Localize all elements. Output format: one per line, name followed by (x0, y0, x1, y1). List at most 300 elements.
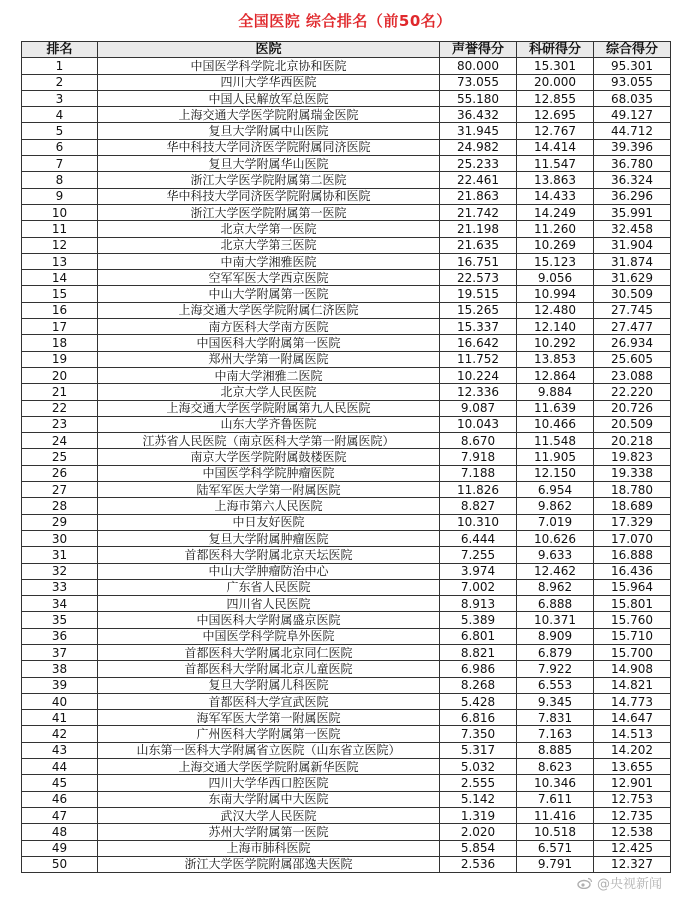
research-score-cell: 9.791 (517, 856, 594, 872)
research-score-cell: 6.571 (517, 840, 594, 856)
research-score-cell: 10.292 (517, 335, 594, 351)
table-row (22, 514, 671, 530)
research-score-cell: 8.885 (517, 742, 594, 758)
table-row (22, 563, 671, 579)
total-score-cell: 27.745 (594, 302, 671, 318)
hospital-cell: 中国人民解放军总医院 (98, 90, 440, 106)
table-row (22, 188, 671, 204)
hospital-cell: 中国医学科学院北京协和医院 (98, 58, 440, 74)
reputation-score-cell: 5.142 (440, 791, 517, 807)
reputation-score-cell: 9.087 (440, 400, 517, 416)
table-row (22, 400, 671, 416)
reputation-score-cell: 7.188 (440, 465, 517, 481)
table-row (22, 286, 671, 302)
reputation-score-cell: 16.642 (440, 335, 517, 351)
rank-cell: 19 (22, 351, 98, 367)
total-score-cell: 93.055 (594, 74, 671, 90)
total-score-cell: 16.888 (594, 547, 671, 563)
research-score-cell: 8.909 (517, 628, 594, 644)
table-row (22, 775, 671, 791)
table-row (22, 710, 671, 726)
total-score-cell: 31.904 (594, 237, 671, 253)
total-score-cell: 17.329 (594, 514, 671, 530)
reputation-score-cell: 11.752 (440, 351, 517, 367)
research-score-cell: 12.864 (517, 367, 594, 383)
hospital-cell: 山东第一医科大学附属省立医院（山东省立医院） (98, 742, 440, 758)
research-score-cell: 12.480 (517, 302, 594, 318)
reputation-score-cell: 6.986 (440, 661, 517, 677)
total-score-cell: 19.823 (594, 449, 671, 465)
rank-cell: 16 (22, 302, 98, 318)
total-score-cell: 20.218 (594, 433, 671, 449)
rank-cell: 7 (22, 156, 98, 172)
reputation-score-cell: 8.821 (440, 644, 517, 660)
hospital-cell: 广东省人民医院 (98, 579, 440, 595)
rank-cell: 15 (22, 286, 98, 302)
hospital-cell: 中国医学科学院肿瘤医院 (98, 465, 440, 481)
total-score-cell: 20.509 (594, 416, 671, 432)
total-score-cell: 95.301 (594, 58, 671, 74)
rank-cell: 10 (22, 204, 98, 220)
hospital-cell: 浙江大学医学院附属邵逸夫医院 (98, 856, 440, 872)
reputation-score-cell: 25.233 (440, 156, 517, 172)
reputation-score-cell: 5.428 (440, 693, 517, 709)
table-header-row (22, 42, 671, 58)
table-row (22, 482, 671, 498)
table-row (22, 498, 671, 514)
reputation-score-cell: 8.827 (440, 498, 517, 514)
table-row (22, 824, 671, 840)
reputation-score-cell: 6.816 (440, 710, 517, 726)
rank-cell: 31 (22, 547, 98, 563)
table-row (22, 726, 671, 742)
reputation-score-cell: 21.198 (440, 221, 517, 237)
total-score-cell: 32.458 (594, 221, 671, 237)
reputation-score-cell: 36.432 (440, 107, 517, 123)
total-score-cell: 12.735 (594, 807, 671, 823)
table-row (22, 840, 671, 856)
reputation-score-cell: 7.918 (440, 449, 517, 465)
total-score-cell: 19.338 (594, 465, 671, 481)
reputation-score-cell: 7.002 (440, 579, 517, 595)
research-score-cell: 7.611 (517, 791, 594, 807)
research-score-cell: 11.260 (517, 221, 594, 237)
table-row (22, 351, 671, 367)
table-row (22, 319, 671, 335)
research-score-cell: 11.547 (517, 156, 594, 172)
rank-cell: 13 (22, 253, 98, 269)
total-score-cell: 16.436 (594, 563, 671, 579)
research-score-cell: 6.879 (517, 644, 594, 660)
hospital-cell: 四川省人民医院 (98, 596, 440, 612)
total-score-cell: 14.773 (594, 693, 671, 709)
total-score-cell: 14.647 (594, 710, 671, 726)
table-row (22, 856, 671, 872)
hospital-cell: 首都医科大学附属北京儿童医院 (98, 661, 440, 677)
rank-cell: 24 (22, 433, 98, 449)
reputation-score-cell: 6.801 (440, 628, 517, 644)
hospital-cell: 北京大学人民医院 (98, 384, 440, 400)
table-row (22, 644, 671, 660)
table-row (22, 465, 671, 481)
rank-cell: 29 (22, 514, 98, 530)
research-score-cell: 12.695 (517, 107, 594, 123)
reputation-score-cell: 24.982 (440, 139, 517, 155)
table-row (22, 139, 671, 155)
hospital-cell: 中日友好医院 (98, 514, 440, 530)
table-row (22, 612, 671, 628)
table-row (22, 221, 671, 237)
reputation-score-cell: 2.555 (440, 775, 517, 791)
table-row (22, 677, 671, 693)
research-score-cell: 12.767 (517, 123, 594, 139)
hospital-cell: 首都医科大学宣武医院 (98, 693, 440, 709)
hospital-cell: 中山大学肿瘤防治中心 (98, 563, 440, 579)
research-score-cell: 7.163 (517, 726, 594, 742)
reputation-score-cell: 31.945 (440, 123, 517, 139)
table-row (22, 807, 671, 823)
total-score-cell: 26.934 (594, 335, 671, 351)
total-score-cell: 12.425 (594, 840, 671, 856)
hospital-cell: 广州医科大学附属第一医院 (98, 726, 440, 742)
hospital-cell: 中国医科大学附属第一医院 (98, 335, 440, 351)
hospital-cell: 上海市第六人民医院 (98, 498, 440, 514)
reputation-score-cell: 22.573 (440, 270, 517, 286)
rank-cell: 42 (22, 726, 98, 742)
hospital-cell: 北京大学第一医院 (98, 221, 440, 237)
table-row (22, 237, 671, 253)
hospital-cell: 华中科技大学同济医学院附属同济医院 (98, 139, 440, 155)
table-row (22, 253, 671, 269)
reputation-score-cell: 12.336 (440, 384, 517, 400)
reputation-score-cell: 55.180 (440, 90, 517, 106)
research-score-cell: 12.855 (517, 90, 594, 106)
rank-cell: 25 (22, 449, 98, 465)
rank-cell: 14 (22, 270, 98, 286)
hospital-cell: 空军军医大学西京医院 (98, 270, 440, 286)
hospital-cell: 中国医科大学附属盛京医院 (98, 612, 440, 628)
reputation-score-cell: 5.032 (440, 759, 517, 775)
reputation-score-cell: 16.751 (440, 253, 517, 269)
research-score-cell: 10.518 (517, 824, 594, 840)
table-row (22, 547, 671, 563)
rank-cell: 23 (22, 416, 98, 432)
table-row (22, 661, 671, 677)
rank-cell: 18 (22, 335, 98, 351)
hospital-cell: 上海交通大学医学院附属瑞金医院 (98, 107, 440, 123)
rank-cell: 36 (22, 628, 98, 644)
rank-cell: 44 (22, 759, 98, 775)
total-score-cell: 36.324 (594, 172, 671, 188)
total-score-cell: 14.821 (594, 677, 671, 693)
research-score-cell: 7.019 (517, 514, 594, 530)
total-score-cell: 31.629 (594, 270, 671, 286)
ranking-table (21, 41, 671, 873)
reputation-score-cell: 10.224 (440, 367, 517, 383)
research-score-cell: 9.633 (517, 547, 594, 563)
column-header-research-score: 科研得分 (517, 42, 594, 58)
reputation-score-cell: 80.000 (440, 58, 517, 74)
reputation-score-cell: 7.255 (440, 547, 517, 563)
hospital-cell: 首都医科大学附属北京天坛医院 (98, 547, 440, 563)
hospital-cell: 浙江大学医学院附属第二医院 (98, 172, 440, 188)
rank-cell: 26 (22, 465, 98, 481)
rank-cell: 34 (22, 596, 98, 612)
column-header-rank: 排名 (22, 42, 98, 58)
hospital-cell: 中国医学科学院阜外医院 (98, 628, 440, 644)
research-score-cell: 11.416 (517, 807, 594, 823)
total-score-cell: 12.327 (594, 856, 671, 872)
table-row (22, 270, 671, 286)
research-score-cell: 20.000 (517, 74, 594, 90)
hospital-cell: 海军军医大学第一附属医院 (98, 710, 440, 726)
rank-cell: 5 (22, 123, 98, 139)
research-score-cell: 8.623 (517, 759, 594, 775)
research-score-cell: 11.639 (517, 400, 594, 416)
hospital-cell: 四川大学华西医院 (98, 74, 440, 90)
reputation-score-cell: 21.635 (440, 237, 517, 253)
hospital-cell: 首都医科大学附属北京同仁医院 (98, 644, 440, 660)
total-score-cell: 68.035 (594, 90, 671, 106)
research-score-cell: 10.371 (517, 612, 594, 628)
total-score-cell: 15.964 (594, 579, 671, 595)
research-score-cell: 13.863 (517, 172, 594, 188)
hospital-cell: 江苏省人民医院（南京医科大学第一附属医院） (98, 433, 440, 449)
reputation-score-cell: 21.742 (440, 204, 517, 220)
table-row (22, 74, 671, 90)
rank-cell: 11 (22, 221, 98, 237)
rank-cell: 32 (22, 563, 98, 579)
research-score-cell: 9.056 (517, 270, 594, 286)
reputation-score-cell: 21.863 (440, 188, 517, 204)
rank-cell: 45 (22, 775, 98, 791)
hospital-cell: 华中科技大学同济医学院附属协和医院 (98, 188, 440, 204)
table-row (22, 302, 671, 318)
reputation-score-cell: 73.055 (440, 74, 517, 90)
reputation-score-cell: 15.337 (440, 319, 517, 335)
table-row (22, 156, 671, 172)
research-score-cell: 15.301 (517, 58, 594, 74)
table-row (22, 433, 671, 449)
total-score-cell: 20.726 (594, 400, 671, 416)
research-score-cell: 6.553 (517, 677, 594, 693)
reputation-score-cell: 1.319 (440, 807, 517, 823)
reputation-score-cell: 10.310 (440, 514, 517, 530)
hospital-cell: 浙江大学医学院附属第一医院 (98, 204, 440, 220)
total-score-cell: 14.513 (594, 726, 671, 742)
reputation-score-cell: 19.515 (440, 286, 517, 302)
hospital-cell: 中山大学附属第一医院 (98, 286, 440, 302)
reputation-score-cell: 5.317 (440, 742, 517, 758)
reputation-score-cell: 6.444 (440, 530, 517, 546)
rank-cell: 49 (22, 840, 98, 856)
reputation-score-cell: 5.389 (440, 612, 517, 628)
rank-cell: 20 (22, 367, 98, 383)
hospital-cell: 复旦大学附属儿科医院 (98, 677, 440, 693)
rank-cell: 28 (22, 498, 98, 514)
hospital-cell: 上海交通大学医学院附属第九人民医院 (98, 400, 440, 416)
table-row (22, 384, 671, 400)
rank-cell: 12 (22, 237, 98, 253)
hospital-cell: 北京大学第三医院 (98, 237, 440, 253)
research-score-cell: 13.853 (517, 351, 594, 367)
rank-cell: 40 (22, 693, 98, 709)
total-score-cell: 31.874 (594, 253, 671, 269)
research-score-cell: 6.954 (517, 482, 594, 498)
rank-cell: 46 (22, 791, 98, 807)
hospital-cell: 中南大学湘雅二医院 (98, 367, 440, 383)
hospital-cell: 陆军军医大学第一附属医院 (98, 482, 440, 498)
watermark-text: @央视新闻 (596, 877, 662, 892)
table-body (22, 58, 671, 873)
reputation-score-cell: 15.265 (440, 302, 517, 318)
table-row (22, 596, 671, 612)
total-score-cell: 12.901 (594, 775, 671, 791)
hospital-cell: 东南大学附属中大医院 (98, 791, 440, 807)
rank-cell: 30 (22, 530, 98, 546)
rank-cell: 2 (22, 74, 98, 90)
research-score-cell: 15.123 (517, 253, 594, 269)
table-row (22, 335, 671, 351)
table-row (22, 693, 671, 709)
total-score-cell: 35.991 (594, 204, 671, 220)
hospital-cell: 上海交通大学医学院附属仁济医院 (98, 302, 440, 318)
table-row (22, 58, 671, 74)
research-score-cell: 14.249 (517, 204, 594, 220)
column-header-reputation-score: 声誉得分 (440, 42, 517, 58)
column-header-hospital: 医院 (98, 42, 440, 58)
reputation-score-cell: 7.350 (440, 726, 517, 742)
total-score-cell: 22.220 (594, 384, 671, 400)
total-score-cell: 36.780 (594, 156, 671, 172)
rank-cell: 38 (22, 661, 98, 677)
research-score-cell: 12.150 (517, 465, 594, 481)
research-score-cell: 14.433 (517, 188, 594, 204)
rank-cell: 27 (22, 482, 98, 498)
reputation-score-cell: 3.974 (440, 563, 517, 579)
total-score-cell: 15.760 (594, 612, 671, 628)
research-score-cell: 10.626 (517, 530, 594, 546)
rank-cell: 6 (22, 139, 98, 155)
hospital-cell: 南方医科大学南方医院 (98, 319, 440, 335)
hospital-cell: 复旦大学附属华山医院 (98, 156, 440, 172)
table-row (22, 791, 671, 807)
total-score-cell: 14.908 (594, 661, 671, 677)
reputation-score-cell: 2.536 (440, 856, 517, 872)
hospital-cell: 上海交通大学医学院附属新华医院 (98, 759, 440, 775)
table-row (22, 416, 671, 432)
reputation-score-cell: 8.268 (440, 677, 517, 693)
total-score-cell: 23.088 (594, 367, 671, 383)
hospital-cell: 苏州大学附属第一医院 (98, 824, 440, 840)
research-score-cell: 9.884 (517, 384, 594, 400)
rank-cell: 9 (22, 188, 98, 204)
research-score-cell: 6.888 (517, 596, 594, 612)
rank-cell: 3 (22, 90, 98, 106)
hospital-cell: 复旦大学附属中山医院 (98, 123, 440, 139)
research-score-cell: 11.548 (517, 433, 594, 449)
watermark (577, 873, 662, 892)
rank-cell: 21 (22, 384, 98, 400)
research-score-cell: 7.922 (517, 661, 594, 677)
total-score-cell: 13.655 (594, 759, 671, 775)
hospital-cell: 上海市肺科医院 (98, 840, 440, 856)
table-row (22, 107, 671, 123)
weibo-icon (577, 877, 593, 889)
reputation-score-cell: 8.913 (440, 596, 517, 612)
rank-cell: 1 (22, 58, 98, 74)
rank-cell: 17 (22, 319, 98, 335)
research-score-cell: 10.994 (517, 286, 594, 302)
total-score-cell: 12.538 (594, 824, 671, 840)
total-score-cell: 27.477 (594, 319, 671, 335)
research-score-cell: 12.462 (517, 563, 594, 579)
hospital-cell: 中南大学湘雅医院 (98, 253, 440, 269)
total-score-cell: 14.202 (594, 742, 671, 758)
table-row (22, 172, 671, 188)
hospital-cell: 武汉大学人民医院 (98, 807, 440, 823)
rank-cell: 47 (22, 807, 98, 823)
total-score-cell: 18.780 (594, 482, 671, 498)
table-row (22, 759, 671, 775)
research-score-cell: 10.269 (517, 237, 594, 253)
reputation-score-cell: 8.670 (440, 433, 517, 449)
rank-cell: 33 (22, 579, 98, 595)
reputation-score-cell: 11.826 (440, 482, 517, 498)
rank-cell: 50 (22, 856, 98, 872)
total-score-cell: 15.710 (594, 628, 671, 644)
table-row (22, 367, 671, 383)
reputation-score-cell: 22.461 (440, 172, 517, 188)
rank-cell: 43 (22, 742, 98, 758)
page-title: 全国医院 综合排名（前50名） (238, 12, 452, 30)
table-row (22, 628, 671, 644)
research-score-cell: 14.414 (517, 139, 594, 155)
rank-cell: 39 (22, 677, 98, 693)
table-row (22, 742, 671, 758)
research-score-cell: 10.466 (517, 416, 594, 432)
research-score-cell: 9.862 (517, 498, 594, 514)
hospital-cell: 山东大学齐鲁医院 (98, 416, 440, 432)
total-score-cell: 30.509 (594, 286, 671, 302)
reputation-score-cell: 5.854 (440, 840, 517, 856)
rank-cell: 4 (22, 107, 98, 123)
hospital-cell: 郑州大学第一附属医院 (98, 351, 440, 367)
total-score-cell: 17.070 (594, 530, 671, 546)
total-score-cell: 39.396 (594, 139, 671, 155)
rank-cell: 41 (22, 710, 98, 726)
hospital-cell: 复旦大学附属肿瘤医院 (98, 530, 440, 546)
table-row (22, 530, 671, 546)
total-score-cell: 49.127 (594, 107, 671, 123)
reputation-score-cell: 10.043 (440, 416, 517, 432)
total-score-cell: 44.712 (594, 123, 671, 139)
table-row (22, 123, 671, 139)
research-score-cell: 11.905 (517, 449, 594, 465)
total-score-cell: 36.296 (594, 188, 671, 204)
hospital-cell: 四川大学华西口腔医院 (98, 775, 440, 791)
research-score-cell: 9.345 (517, 693, 594, 709)
column-header-total-score: 综合得分 (594, 42, 671, 58)
rank-cell: 48 (22, 824, 98, 840)
research-score-cell: 12.140 (517, 319, 594, 335)
rank-cell: 35 (22, 612, 98, 628)
table-row (22, 579, 671, 595)
reputation-score-cell: 2.020 (440, 824, 517, 840)
total-score-cell: 12.753 (594, 791, 671, 807)
table-row (22, 90, 671, 106)
research-score-cell: 8.962 (517, 579, 594, 595)
